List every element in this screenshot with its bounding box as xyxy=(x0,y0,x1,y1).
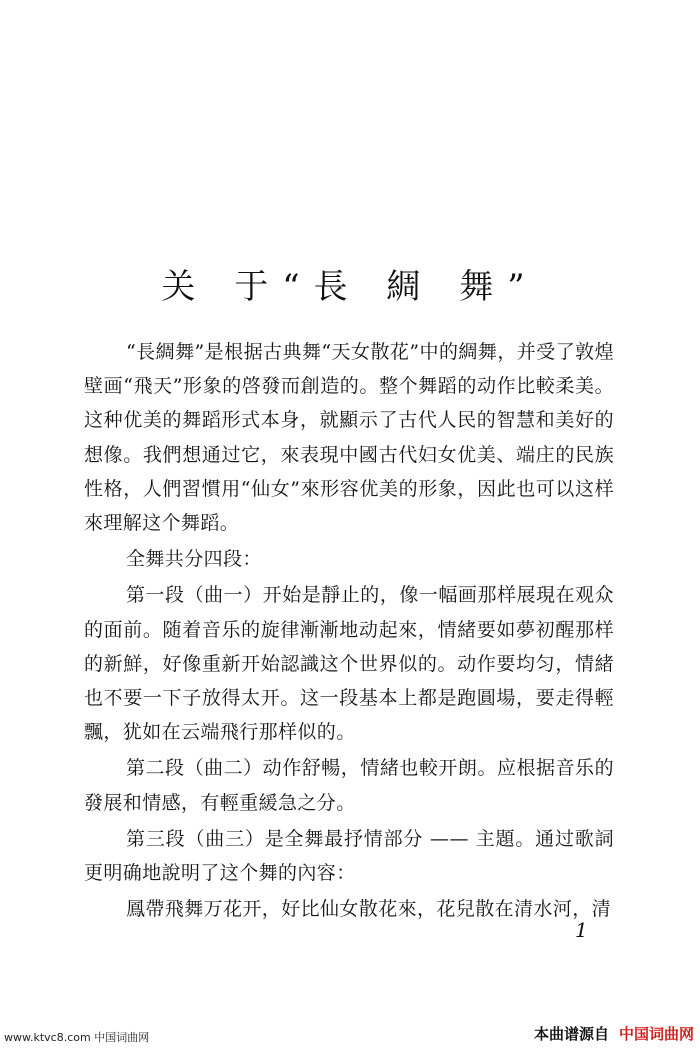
page-title: 关 于“長 綢 舞” xyxy=(161,267,539,307)
footer-source-credit xyxy=(534,1023,694,1044)
paragraph-intro: “長綢舞”是根据古典舞“天女散花”中的綢舞，并受了敦煌壁画“飛天”形象的啓發而創造的。整个舞蹈的动作比較柔美。这种优美的舞蹈形式本身，就顯示了古代人民的智慧和美好的想像。我們想通过它，來表現中國古代妇女优美、端庄的民族性格，人們習慣用“仙女”來形容优美的形象，因此也可以这样來理解这个舞蹈。 xyxy=(84,341,614,535)
paragraph-section-three: 第三段（曲三）是全舞最抒情部分 —— 主題。通过歌詞更明确地說明了这个舞的內容： xyxy=(84,827,614,885)
footer-site-url: www.ktvc8.com 中国词曲网 xyxy=(4,1031,150,1044)
paragraph-section-one: 第一段（曲一）开始是靜止的，像一幅画那样展現在观众的面前。随着音乐的旋律漸漸地动起來，情緒要如夢初醒那样的新鮮，好像重新开始認識这个世界似的。动作要均匀，情緒也不要一下子放得太开。这一段基本上都是跑圓場，要走得輕飄，犹如在云端飛行那样似的。 xyxy=(84,584,614,744)
footer-site-name: 中国词曲网 xyxy=(618,1025,694,1043)
page-number: 1 xyxy=(575,918,588,942)
paragraph-lyrics: 鳳帶飛舞万花开，好比仙女散花來，花兒散在清水河，清 xyxy=(126,898,612,921)
paragraph-sections-overview: 全舞共分四段： xyxy=(126,548,262,571)
body-text xyxy=(84,335,614,926)
watermark-footer xyxy=(0,1017,700,1051)
paragraph-section-two: 第二段（曲二）动作舒暢，情緒也較开朗。应根据音乐的發展和情感，有輕重緩急之分。 xyxy=(84,757,614,814)
footer-source-label: 本曲谱源自 xyxy=(533,1025,609,1043)
